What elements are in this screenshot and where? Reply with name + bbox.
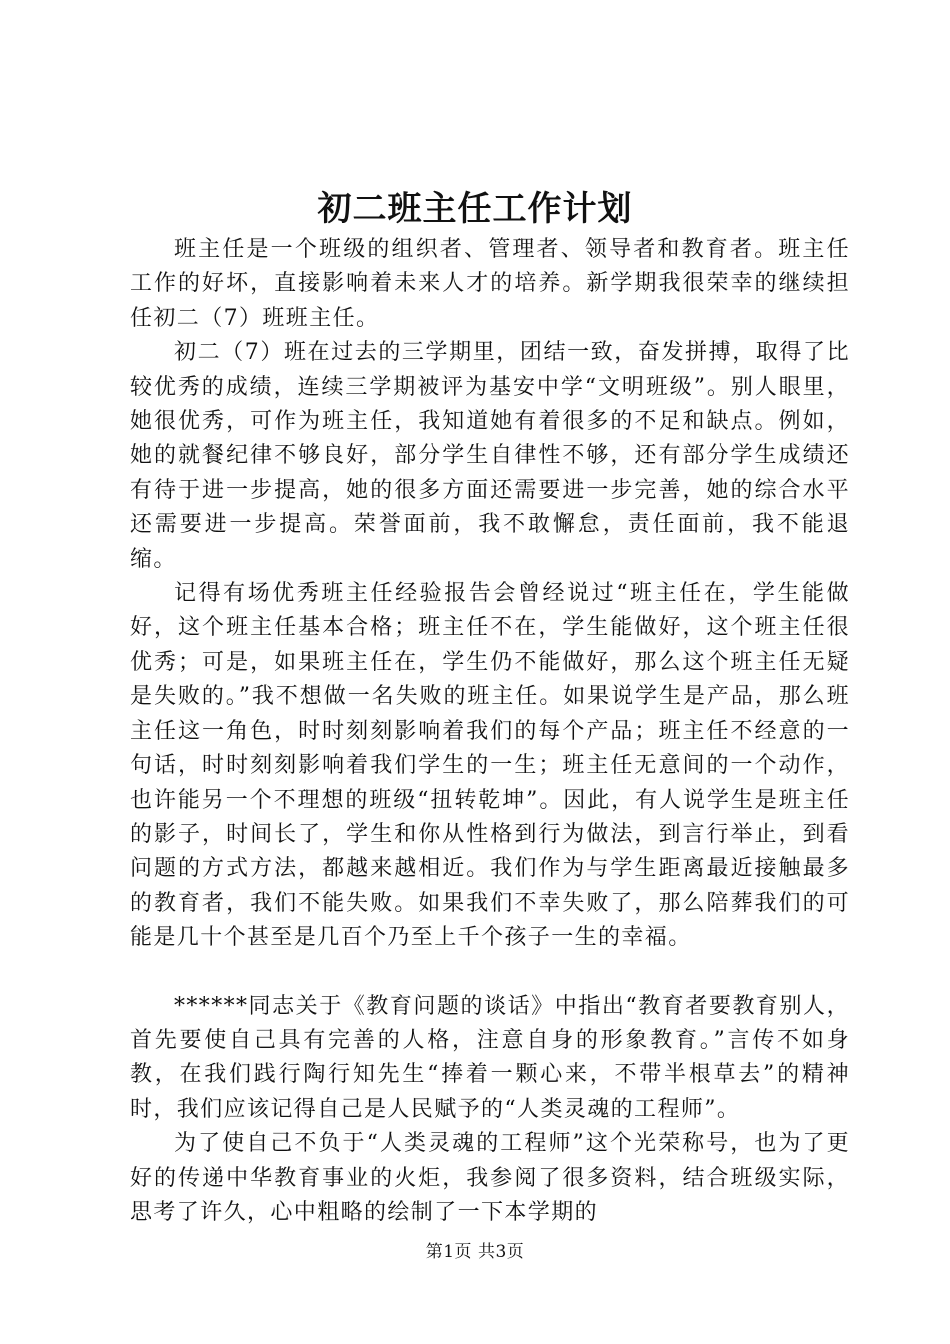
document-body	[130, 233, 850, 1230]
paragraph-intro: 班主任是一个班级的组织者、管理者、领导者和教育者。班主任工作的好坏，直接影响着未来人才的培养。新学期我很荣幸的继续担任初二（7）班班主任。	[130, 237, 850, 331]
paragraph-report-quote: 记得有场优秀班主任经验报告会曾经说过“班主任在，学生能做好，这个班主任基本合格；班主任不在，学生能做好，这个班主任很优秀；可是，如果班主任在，学生仍不能做好，那么这个班主任无疑是失败的。”我不想做一名失败的班主任。如果说学生是产品，那么班主任这一角色，时时刻刻影响着我们的每个产品；班主任不经意的一句话，时时刻刻影响着我们学生的一生；班主任无意间的一个动作，也许能另一个不理想的班级“扭转乾坤”。因此，有人说学生是班主任的影子，时间长了，学生和你从性格到行为做法，到言行举止，到看问题的方式方法，都越来越相近。我们作为与学生距离最近接触最多的教育者，我们不能失败。如果我们不幸失败了，那么陪葬我们的可能是几十个甚至是几百个乃至上千个孩子一生的幸福。	[130, 581, 850, 951]
document-title: 初二班主任工作计划	[317, 189, 633, 229]
paragraph-plan-intro: 为了使自己不负于“人类灵魂的工程师”这个光荣称号，也为了更好的传递中华教育事业的火炬，我参阅了很多资料，结合班级实际，思考了许久，心中粗略的绘制了一下本学期的	[130, 1131, 850, 1225]
paragraph-class-history: 初二（7）班在过去的三学期里，团结一致，奋发拼搏，取得了比较优秀的成绩，连续三学期被评为基安中学“文明班级”。别人眼里，她很优秀，可作为班主任，我知道她有着很多的不足和缺点。例如，她的就餐纪律不够良好，部分学生自律性不够，还有部分学生成绩还有待于进一步提高，她的很多方面还需要进一步完善，她的综合水平还需要进一步提高。荣誉面前，我不敢懈怠，责任面前，我不能退缩。	[130, 340, 850, 572]
page-number-footer: 第1页 共3页	[425, 1242, 525, 1262]
paragraph-education-speech: ******同志关于《教育问题的谈话》中指出“教育者要教育别人，首先要使自己具有完善的人格，注意自身的形象教育。”言传不如身教，在我们践行陶行知先生“捧着一颗心来，不带半根草去”的精神时，我们应该记得自己是人民赋予的“人类灵魂的工程师”。	[130, 993, 850, 1122]
